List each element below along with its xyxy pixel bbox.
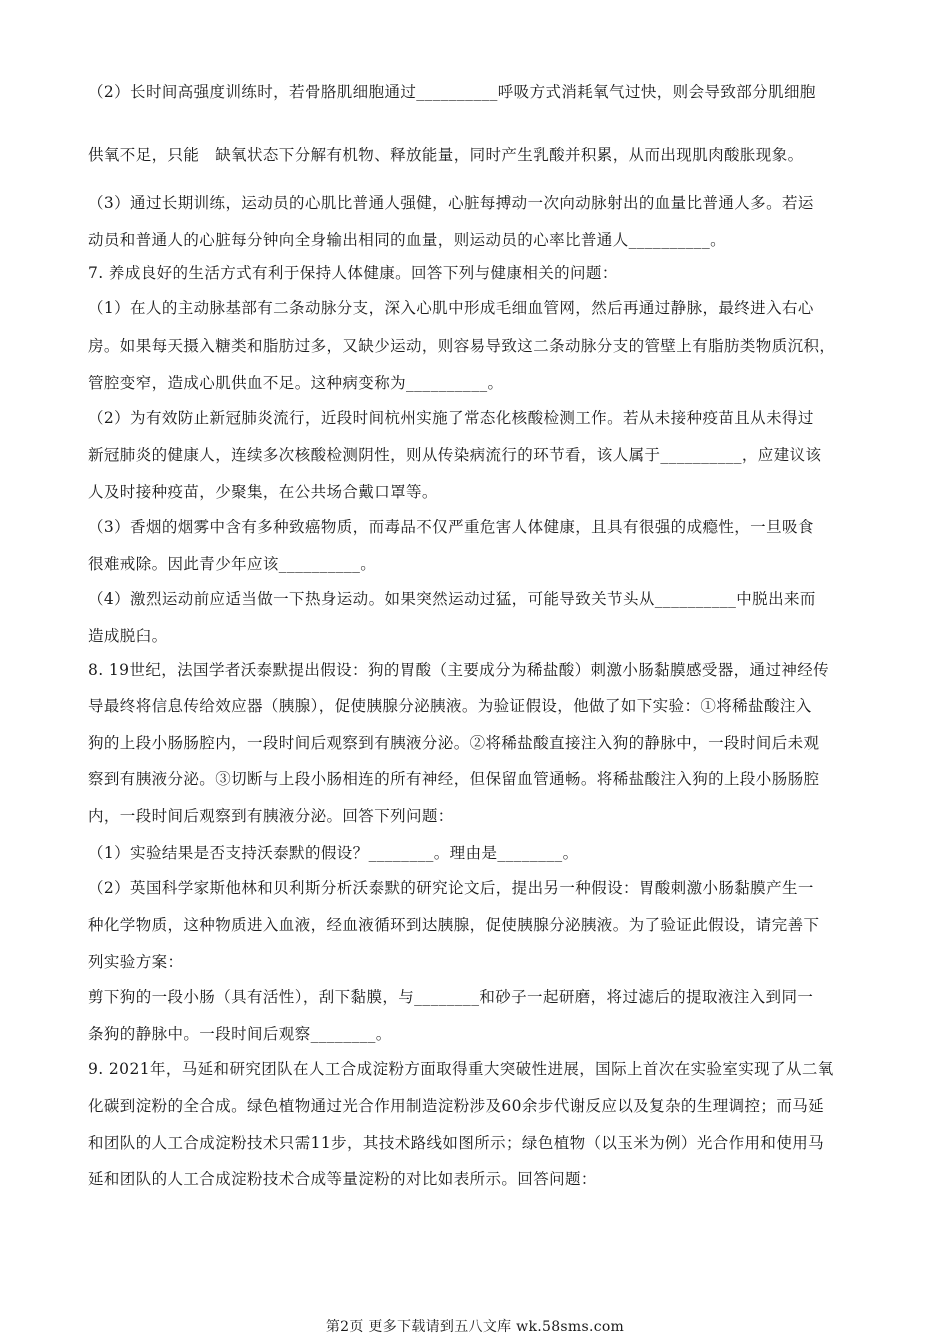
text-line: 房。如果每天摄入糖类和脂肪过多，又缺少运动，则容易导致这二条动脉分支的管壁上有脂肪类物质沉积， xyxy=(88,337,836,355)
text-line: 延和团队的人工合成淀粉技术合成等量淀粉的对比如表所示。回答问题： xyxy=(88,1170,597,1188)
text-line: （1）实验结果是否支持沃泰默的假设？________。理由是________。 xyxy=(88,844,579,862)
text-line: 新冠肺炎的健康人，连续多次核酸检测阴性，则从传染病流行的环节看，该人属于__________，应建议该 xyxy=(88,446,822,464)
text-line: 造成脱臼。 xyxy=(88,627,168,645)
text-line: （3）香烟的烟雾中含有多种致癌物质，而毒品不仅严重危害人体健康，且具有很强的成瘾性，一旦吸食 xyxy=(88,518,814,536)
text-line: 种化学物质，这种物质进入血液，经血液循环到达胰腺，促使胰腺分泌胰液。为了验证此假设，请完善下 xyxy=(88,916,820,934)
question-8-heading: 8. 19世纪，法国学者沃泰默提出假设：狗的胃酸（主要成分为稀盐酸）刺激小肠黏膜感受器，通过神经传 xyxy=(88,661,830,679)
page-footer: 第2页 更多下载请到五八文库 wk.58sms.com xyxy=(325,1319,625,1335)
text-line: 很难戒除。因此青少年应该__________。 xyxy=(88,555,377,573)
text-line: 察到有胰液分泌。③切断与上段小肠相连的所有神经，但保留血管通畅。将稀盐酸注入狗的上段小肠肠腔 xyxy=(88,770,820,788)
text-line: （2）英国科学家斯他林和贝利斯分析沃泰默的研究论文后，提出另一种假设：胃酸刺激小肠黏膜产生一 xyxy=(88,879,814,897)
text-line: 和团队的人工合成淀粉技术只需11步，其技术路线如图所示；绿色植物（以玉米为例）光合作用和使用马 xyxy=(88,1134,825,1152)
text-line: （3）通过长期训练，运动员的心肌比普通人强健，心脏每搏动一次向动脉射出的血量比普通人多。若运 xyxy=(88,194,814,212)
text-line: 内，一段时间后观察到有胰液分泌。回答下列问题： xyxy=(88,807,454,825)
text-line: （1）在人的主动脉基部有二条动脉分支，深入心肌中形成毛细血管网，然后再通过静脉，最终进入右心 xyxy=(88,299,814,317)
text-line: （2）为有效防止新冠肺炎流行，近段时间杭州实施了常态化核酸检测工作。若从未接种疫苗且从未得过 xyxy=(88,409,814,427)
text-line: 列实验方案： xyxy=(88,953,184,971)
text-line: 条狗的静脉中。一段时间后观察________。 xyxy=(88,1025,392,1043)
text-line: 动员和普通人的心脏每分钟向全身输出相同的血量，则运动员的心率比普通人__________。 xyxy=(88,231,727,249)
text-line: （4）激烈运动前应适当做一下热身运动。如果突然运动过猛，可能导致关节头从__________中脱出来而 xyxy=(88,590,816,608)
text-line: （2）长时间高强度训练时，若骨胳肌细胞通过__________呼吸方式消耗氧气过快，则会导致部分肌细胞 xyxy=(88,83,816,101)
text-line: 导最终将信息传给效应器（胰腺），促使胰腺分泌胰液。为验证假设，他做了如下实验：①将稀盐酸注入 xyxy=(88,697,812,715)
text-line: 剪下狗的一段小肠（具有活性），刮下黏膜，与________和砂子一起研磨，将过滤后的提取液注入到同一 xyxy=(88,988,814,1006)
text-line: 狗的上段小肠肠腔内，一段时间后观察到有胰液分泌。②将稀盐酸直接注入狗的静脉中，一段时间后未观 xyxy=(88,734,820,752)
question-9-heading: 9. 2021年，马延和研究团队在人工合成淀粉方面取得重大突破性进展，国际上首次在实验室实现了从二氧 xyxy=(88,1060,834,1078)
text-line: 供氧不足，只能 缺氧状态下分解有机物、释放能量，同时产生乳酸并积累，从而出现肌肉酸胀现象。 xyxy=(88,146,804,164)
text-line: 人及时接种疫苗，少聚集，在公共场合戴口罩等。 xyxy=(88,483,438,501)
text-line: 管腔变窄，造成心肌供血不足。这种病变称为__________。 xyxy=(88,374,504,392)
text-line: 化碳到淀粉的全合成。绿色植物通过光合作用制造淀粉涉及60余步代谢反应以及复杂的生理调控；而马延 xyxy=(88,1097,825,1115)
question-7-heading: 7. 养成良好的生活方式有利于保持人体健康。回答下列与健康相关的问题： xyxy=(88,264,618,282)
